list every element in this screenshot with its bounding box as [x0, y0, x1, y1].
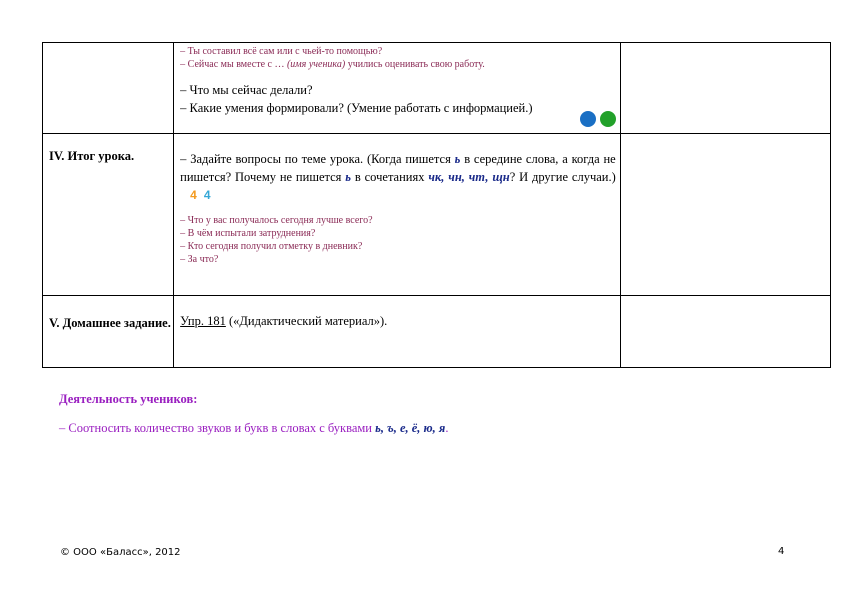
activity-heading: Деятельность учеников:	[59, 392, 198, 406]
question-line: – Ты составил всё сам или с чьей-то помощью?	[180, 46, 383, 57]
exercise-reference: Упр. 181	[180, 314, 226, 328]
content-cell	[174, 43, 621, 134]
page-number: 4	[778, 546, 785, 557]
notes-cell	[620, 43, 830, 134]
lesson-plan-table	[42, 42, 831, 368]
question-line: – Кто сегодня получил отметку в дневник?	[180, 241, 363, 252]
homework-text: Упр. 181 («Дидактический материал»).	[180, 314, 388, 328]
question-line: – За что?	[180, 254, 219, 265]
main-question: – Какие умения формировали? (Умение работать с информацией.)	[180, 101, 533, 115]
question-line: – Сейчас мы вместе с … (имя ученика) учились оценивать свою работу.	[180, 59, 485, 70]
table-row	[43, 134, 831, 296]
stage-title: V. Домашнее задание.	[49, 316, 171, 330]
green-circle-icon	[600, 111, 616, 127]
stage-cell-empty	[43, 43, 174, 134]
table-row	[43, 296, 831, 368]
task-text: – Задайте вопросы по теме урока. (Когда пишется ь в середине слова, а когда не пишется? Почему не пишется ь в сочетаниях чк, чн, чт, щн? И другие случаи.) 4 4	[180, 152, 616, 202]
notes-cell	[620, 134, 830, 296]
question-line: – В чём испытали затруднения?	[180, 228, 316, 239]
activity-line: – Соотносить количество звуков и букв в словах с буквами ь, ъ, е, ё, ю, я.	[59, 421, 449, 435]
traffic-light-dots	[580, 110, 616, 128]
copyright-footer: © ООО «Баласс», 2012	[60, 547, 181, 558]
stage-cell	[43, 134, 174, 296]
main-question: – Что мы сейчас делали?	[180, 83, 313, 97]
notes-cell	[620, 296, 830, 368]
stage-title: IV. Итог урока.	[49, 149, 135, 163]
question-line: – Что у вас получалось сегодня лучше всего?	[180, 215, 373, 226]
grade-number: 4	[203, 188, 211, 202]
stage-cell	[43, 296, 174, 368]
table-row	[43, 43, 831, 134]
content-cell	[174, 134, 621, 296]
blue-circle-icon	[580, 111, 596, 127]
grade-number: 4	[190, 188, 197, 202]
content-cell	[174, 296, 621, 368]
